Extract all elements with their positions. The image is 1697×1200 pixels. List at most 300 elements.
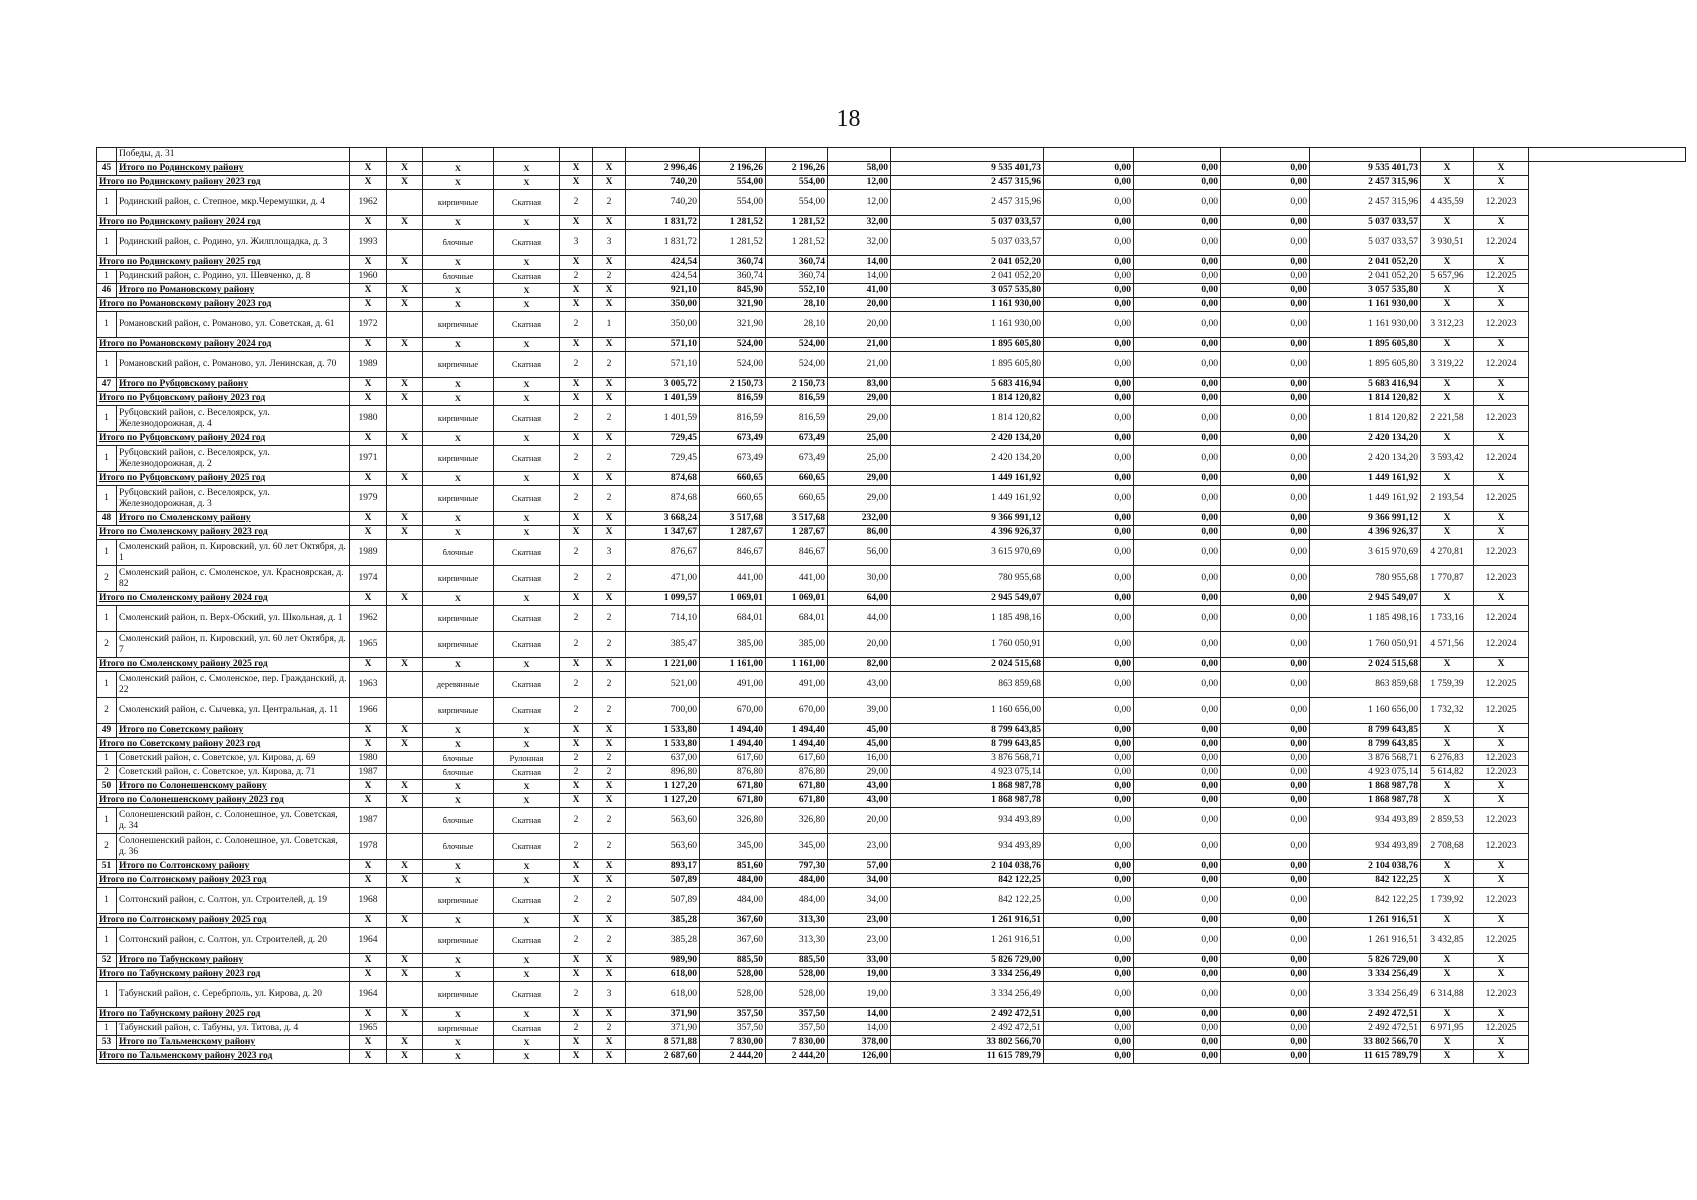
cell-col-10: 20,00 [828,312,891,338]
cell-col-13: 0,00 [1134,190,1221,216]
cell-col-17: 12.2023 [1474,888,1529,914]
cell-col-9: 797,30 [766,860,828,874]
cell-col-3: кирпичные [423,888,494,914]
cell-col-17: 12.2025 [1474,486,1529,512]
cell-col-16: X [1421,392,1474,406]
cell-col-6: X [593,162,626,176]
cell-col-5: 2 [560,190,593,216]
cell-col-10: 20,00 [828,808,891,834]
cell-col-13: 0,00 [1134,392,1221,406]
cell-col-6: X [593,1050,626,1064]
cell-col-8: 3 517,68 [700,512,766,526]
cell-col-15: 5 683 416,94 [1310,378,1421,392]
cell-col-4: X [494,724,560,738]
cell-col-2: X [387,338,423,352]
cell-col-11: 842 122,25 [891,874,1044,888]
cell-col-8: 367,60 [700,928,766,954]
cell-col-7: 471,00 [626,566,700,592]
cell-col-11: 1 814 120,82 [891,392,1044,406]
row-number: 1 [97,446,117,472]
cell-col-10: 29,00 [828,766,891,780]
cell-col-8: 671,80 [700,794,766,808]
address: Родинский район, с. Степное, мкр.Черемушки, д. 4 [117,190,350,216]
cell-col-2: X [387,298,423,312]
cell-col-17: X [1474,472,1529,486]
cell-col-13: 0,00 [1134,540,1221,566]
cell-col-17: 12.2025 [1474,928,1529,954]
cell-col-14: 0,00 [1221,954,1310,968]
cell-col-4: X [494,860,560,874]
cell-col-5: 2 [560,632,593,658]
cell-col-15: 1 449 161,92 [1310,472,1421,486]
address: Смоленский район, п. Верх-Обский, ул. Школьная, д. 1 [117,606,350,632]
cell-col-13: 0,00 [1134,794,1221,808]
cell-col-13: 0,00 [1134,176,1221,190]
cell-col-15: 4 396 926,37 [1310,526,1421,540]
cell-col-14: 0,00 [1221,190,1310,216]
cell-col-3: X [423,1008,494,1022]
cell-col-11: 4 923 075,14 [891,766,1044,780]
cell-col-12: 0,00 [1044,1050,1134,1064]
cell-col-11: 1 160 656,00 [891,698,1044,724]
cell-col-15: 2 420 134,20 [1310,432,1421,446]
cell-col-4: X [494,176,560,190]
cell-col-4: Скатная [494,808,560,834]
cell-col-15: 2 041 052,20 [1310,256,1421,270]
cell-col-13: 0,00 [1134,672,1221,698]
cell-col-17: 12.2023 [1474,312,1529,338]
cell-col-5: X [560,176,593,190]
year-total-row [97,298,1686,312]
cell-col-1: X [350,738,387,752]
row-number: 1 [97,406,117,432]
cell-col-12: 0,00 [1044,1008,1134,1022]
cell-col-14: 0,00 [1221,446,1310,472]
cell-col-4: X [494,216,560,230]
cell-col-9: 673,49 [766,446,828,472]
cell-col-12: 0,00 [1044,808,1134,834]
cell-col-3: X [423,780,494,794]
cell-col-14: 0,00 [1221,982,1310,1008]
cell-col-15: 1 814 120,82 [1310,392,1421,406]
cell-col-8: 524,00 [700,338,766,352]
cell-col-10 [828,148,891,162]
cell-col-12: 0,00 [1044,738,1134,752]
cell-col-5: X [560,874,593,888]
cell-col-17: X [1474,526,1529,540]
cell-col-8: 660,65 [700,472,766,486]
cell-col-9: 1 069,01 [766,592,828,606]
cell-col-9: 360,74 [766,270,828,284]
cell-col-10: 19,00 [828,982,891,1008]
cell-col-16: X [1421,968,1474,982]
cell-col-2: X [387,738,423,752]
cell-col-16: 6 276,83 [1421,752,1474,766]
cell-col-7: 618,00 [626,968,700,982]
cell-col-11: 5 683 416,94 [891,378,1044,392]
cell-col-3: кирпичные [423,606,494,632]
cell-col-6: 2 [593,446,626,472]
cell-col-10: 30,00 [828,566,891,592]
cell-col-14: 0,00 [1221,378,1310,392]
cell-col-17: 12.2023 [1474,566,1529,592]
cell-col-13: 0,00 [1134,512,1221,526]
cell-col-6: 2 [593,698,626,724]
cell-col-7: 1 127,20 [626,780,700,794]
cell-col-5: X [560,860,593,874]
address: Табунский район, с. Табуны, ул. Титова, д. 4 [117,1022,350,1036]
cell-col-10: 23,00 [828,928,891,954]
cell-col-9: 484,00 [766,874,828,888]
cell-col-6: X [593,392,626,406]
year-total-row [97,472,1686,486]
row-number: 52 [97,954,117,968]
row-number: 1 [97,312,117,338]
cell-col-3: X [423,512,494,526]
row-label: Итого по Смоленскому району [117,512,350,526]
year-total-row [97,794,1686,808]
cell-col-11: 3 876 568,71 [891,752,1044,766]
cell-col-12: 0,00 [1044,432,1134,446]
cell-col-3: блочные [423,540,494,566]
cell-col-11: 2 041 052,20 [891,270,1044,284]
cell-col-16: 6 314,88 [1421,982,1474,1008]
cell-col-12: 0,00 [1044,446,1134,472]
cell-col-17: X [1474,794,1529,808]
cell-col-9: 484,00 [766,888,828,914]
cell-col-13: 0,00 [1134,406,1221,432]
cell-col-16: X [1421,794,1474,808]
cell-col-3: кирпичные [423,982,494,1008]
cell-col-7: 571,10 [626,352,700,378]
cell-col-15: 33 802 566,70 [1310,1036,1421,1050]
cell-col-13: 0,00 [1134,632,1221,658]
cell-col-5: X [560,1008,593,1022]
cell-col-15: 1 261 916,51 [1310,928,1421,954]
cell-col-15: 3 615 970,69 [1310,540,1421,566]
cell-col-10: 23,00 [828,834,891,860]
cell-col-3: X [423,794,494,808]
cell-col-16: 1 732,32 [1421,698,1474,724]
cell-col-17: X [1474,162,1529,176]
cell-col-16: X [1421,256,1474,270]
cell-col-15: 2 024 515,68 [1310,658,1421,672]
address: Советский район, с. Советское, ул. Кирова, д. 69 [117,752,350,766]
cell-col-2 [387,540,423,566]
cell-col-1: X [350,724,387,738]
cell-col-13: 0,00 [1134,874,1221,888]
cell-col-12: 0,00 [1044,566,1134,592]
row-number: 49 [97,724,117,738]
cell-col-11: 1 261 916,51 [891,914,1044,928]
address: Романовский район, с. Романово, ул. Ленинская, д. 70 [117,352,350,378]
cell-col-3: кирпичные [423,446,494,472]
cell-col-3: блочные [423,752,494,766]
cell-col-8: 321,90 [700,298,766,312]
cell-col-10: 83,00 [828,378,891,392]
cell-col-10: 29,00 [828,392,891,406]
cell-col-3: блочные [423,834,494,860]
cell-col-5: 2 [560,834,593,860]
cell-col-2: X [387,954,423,968]
cell-col-2: X [387,592,423,606]
cell-col-12: 0,00 [1044,270,1134,284]
cell-col-4: X [494,1008,560,1022]
cell-col-16: X [1421,284,1474,298]
cell-col-15: 1 160 656,00 [1310,698,1421,724]
cell-col-17: X [1474,738,1529,752]
row-number: 1 [97,752,117,766]
cell-col-10: 33,00 [828,954,891,968]
cell-col-16: 1 759,39 [1421,672,1474,698]
year-total-row [97,256,1686,270]
cell-col-3: блочные [423,270,494,284]
cell-col-6: X [593,284,626,298]
cell-col-12: 0,00 [1044,1022,1134,1036]
cell-col-10: 14,00 [828,256,891,270]
cell-col-15 [1310,148,1421,162]
cell-col-13: 0,00 [1134,486,1221,512]
house-row [97,672,1686,698]
cell-col-3: деревянные [423,672,494,698]
row-number: 1 [97,190,117,216]
cell-col-13: 0,00 [1134,216,1221,230]
cell-col-7: 521,00 [626,672,700,698]
cell-col-17: X [1474,860,1529,874]
cell-col-6: 2 [593,486,626,512]
cell-col-1: X [350,338,387,352]
cell-col-17: 12.2023 [1474,982,1529,1008]
cell-col-3: блочные [423,230,494,256]
cell-col-11: 863 859,68 [891,672,1044,698]
row-number: 1 [97,928,117,954]
cell-col-3: X [423,284,494,298]
row-label: Итого по Родинскому району [117,162,350,176]
cell-col-4: Скатная [494,352,560,378]
cell-col-14: 0,00 [1221,606,1310,632]
cell-col-16: X [1421,298,1474,312]
cell-col-6: 3 [593,230,626,256]
cell-col-9: 28,10 [766,298,828,312]
cell-col-15: 3 334 256,49 [1310,968,1421,982]
cell-col-13: 0,00 [1134,256,1221,270]
cell-col-14: 0,00 [1221,298,1310,312]
cell-col-6: X [593,780,626,794]
cell-col-15: 780 955,68 [1310,566,1421,592]
cell-col-1: X [350,914,387,928]
cell-col-15: 1 868 987,78 [1310,794,1421,808]
cell-col-16: 3 432,85 [1421,928,1474,954]
cell-col-11: 5 037 033,57 [891,230,1044,256]
cell-col-7: 385,28 [626,914,700,928]
cell-col-11: 1 868 987,78 [891,780,1044,794]
row-number: 1 [97,270,117,284]
cell-col-1: X [350,794,387,808]
cell-col-6: X [593,432,626,446]
cell-col-12: 0,00 [1044,982,1134,1008]
address: Рубцовский район, с. Веселоярск, ул. Железнодорожная, д. 4 [117,406,350,432]
cell-col-5: 2 [560,982,593,1008]
cell-col-2 [387,270,423,284]
cell-col-17: X [1474,724,1529,738]
year-total-row [97,738,1686,752]
cell-col-11: 9 535 401,73 [891,162,1044,176]
cell-col-2: X [387,176,423,190]
row-number: 1 [97,672,117,698]
cell-col-15: 2 041 052,20 [1310,270,1421,284]
row-label: Итого по Романовскому району 2023 год [97,298,350,312]
cell-col-11: 1 261 916,51 [891,928,1044,954]
cell-col-4: Скатная [494,486,560,512]
cell-col-16: X [1421,176,1474,190]
cell-col-12: 0,00 [1044,526,1134,540]
cell-col-14: 0,00 [1221,672,1310,698]
cell-col-1 [350,148,387,162]
cell-col-7: 874,68 [626,472,700,486]
cell-col-9: 357,50 [766,1022,828,1036]
cell-col-4: X [494,162,560,176]
cell-col-8: 367,60 [700,914,766,928]
cell-col-15: 9 366 991,12 [1310,512,1421,526]
cell-col-9: 617,60 [766,752,828,766]
cell-col-9: 2 444,20 [766,1050,828,1064]
cell-col-7: 637,00 [626,752,700,766]
cell-col-3: X [423,1036,494,1050]
cell-col-17: X [1474,954,1529,968]
cell-col-4: X [494,1050,560,1064]
cell-col-1: 1963 [350,672,387,698]
cell-col-15: 5 037 033,57 [1310,216,1421,230]
cell-col-8: 326,80 [700,808,766,834]
cell-col-17: 12.2023 [1474,834,1529,860]
cell-col-15: 11 615 789,79 [1310,1050,1421,1064]
cell-col-9: 1 281,52 [766,216,828,230]
cell-col-13: 0,00 [1134,472,1221,486]
cell-col-9: 1 281,52 [766,230,828,256]
cell-col-2 [387,446,423,472]
cell-col-7: 385,47 [626,632,700,658]
cell-col-2 [387,486,423,512]
cell-col-12: 0,00 [1044,406,1134,432]
house-row [97,230,1686,256]
address: Родинский район, с. Родино, ул. Жилплощадка, д. 3 [117,230,350,256]
cell-col-2 [387,632,423,658]
cell-col-3 [423,148,494,162]
cell-col-6: 2 [593,352,626,378]
house-row [97,808,1686,834]
cell-col-9: 885,50 [766,954,828,968]
row-number: 2 [97,566,117,592]
cell-col-16: X [1421,592,1474,606]
cell-col-11: 3 057 535,80 [891,284,1044,298]
cell-col-9: 385,00 [766,632,828,658]
cell-col-15: 8 799 643,85 [1310,738,1421,752]
cell-col-15: 2 492 472,51 [1310,1008,1421,1022]
cell-col-16: X [1421,378,1474,392]
cell-col-12: 0,00 [1044,954,1134,968]
cell-col-9: 554,00 [766,190,828,216]
cell-col-9: 552,10 [766,284,828,298]
cell-col-12: 0,00 [1044,512,1134,526]
cell-col-1: X [350,472,387,486]
cell-col-7: 729,45 [626,446,700,472]
address: Советский район, с. Советское, ул. Кирова, д. 71 [117,766,350,780]
cell-col-3: X [423,724,494,738]
row-label: Итого по Смоленскому району 2023 год [97,526,350,540]
cell-col-17: 12.2023 [1474,190,1529,216]
cell-col-7: 507,89 [626,874,700,888]
cell-col-12: 0,00 [1044,724,1134,738]
cell-col-2: X [387,432,423,446]
house-row [97,1022,1686,1036]
cell-col-3: X [423,256,494,270]
cell-col-3: X [423,954,494,968]
cell-col-17: 12.2024 [1474,632,1529,658]
year-total-row [97,1008,1686,1022]
cell-col-6: X [593,378,626,392]
cell-col-17: 12.2024 [1474,446,1529,472]
cell-col-16: X [1421,162,1474,176]
cell-col-3: блочные [423,766,494,780]
cell-col-3: X [423,592,494,606]
address: Рубцовский район, с. Веселоярск, ул. Железнодорожная, д. 3 [117,486,350,512]
cell-col-16: 1 733,16 [1421,606,1474,632]
cell-col-1: X [350,256,387,270]
cell-col-9: 816,59 [766,406,828,432]
cell-col-1: X [350,378,387,392]
cell-col-13: 0,00 [1134,230,1221,256]
house-row [97,834,1686,860]
cell-col-2 [387,752,423,766]
cell-col-1: X [350,592,387,606]
housing-repair-register-table [96,147,1686,1064]
cell-col-4: Скатная [494,446,560,472]
cell-col-8: 845,90 [700,284,766,298]
cell-col-15: 842 122,25 [1310,888,1421,914]
cell-col-5: X [560,1036,593,1050]
cell-col-4: X [494,968,560,982]
cell-col-8: 1 494,40 [700,738,766,752]
cell-col-13: 0,00 [1134,284,1221,298]
cell-col-17: 12.2024 [1474,352,1529,378]
cell-col-14: 0,00 [1221,566,1310,592]
cell-col-13: 0,00 [1134,834,1221,860]
cell-col-14: 0,00 [1221,592,1310,606]
house-row [97,982,1686,1008]
cell-col-16: X [1421,954,1474,968]
cell-col-16: 5 614,82 [1421,766,1474,780]
cell-col-6: 2 [593,928,626,954]
cell-col-9: 3 517,68 [766,512,828,526]
cell-col-15: 2 492 472,51 [1310,1022,1421,1036]
cell-col-7: 507,89 [626,888,700,914]
cell-col-14: 0,00 [1221,738,1310,752]
cell-col-8: 321,90 [700,312,766,338]
cell-col-12: 0,00 [1044,378,1134,392]
cell-col-17: 12.2024 [1474,230,1529,256]
cell-col-6: 2 [593,672,626,698]
cell-col-14: 0,00 [1221,780,1310,794]
cell-col-6: 2 [593,752,626,766]
cell-col-7: 740,20 [626,176,700,190]
row-label: Итого по Родинскому району 2023 год [97,176,350,190]
cell-col-8: 671,80 [700,780,766,794]
cell-col-7: 729,45 [626,432,700,446]
cell-col-10: 45,00 [828,724,891,738]
cell-col-8: 673,49 [700,432,766,446]
cell-col-8: 684,01 [700,606,766,632]
cell-col-4: Скатная [494,672,560,698]
